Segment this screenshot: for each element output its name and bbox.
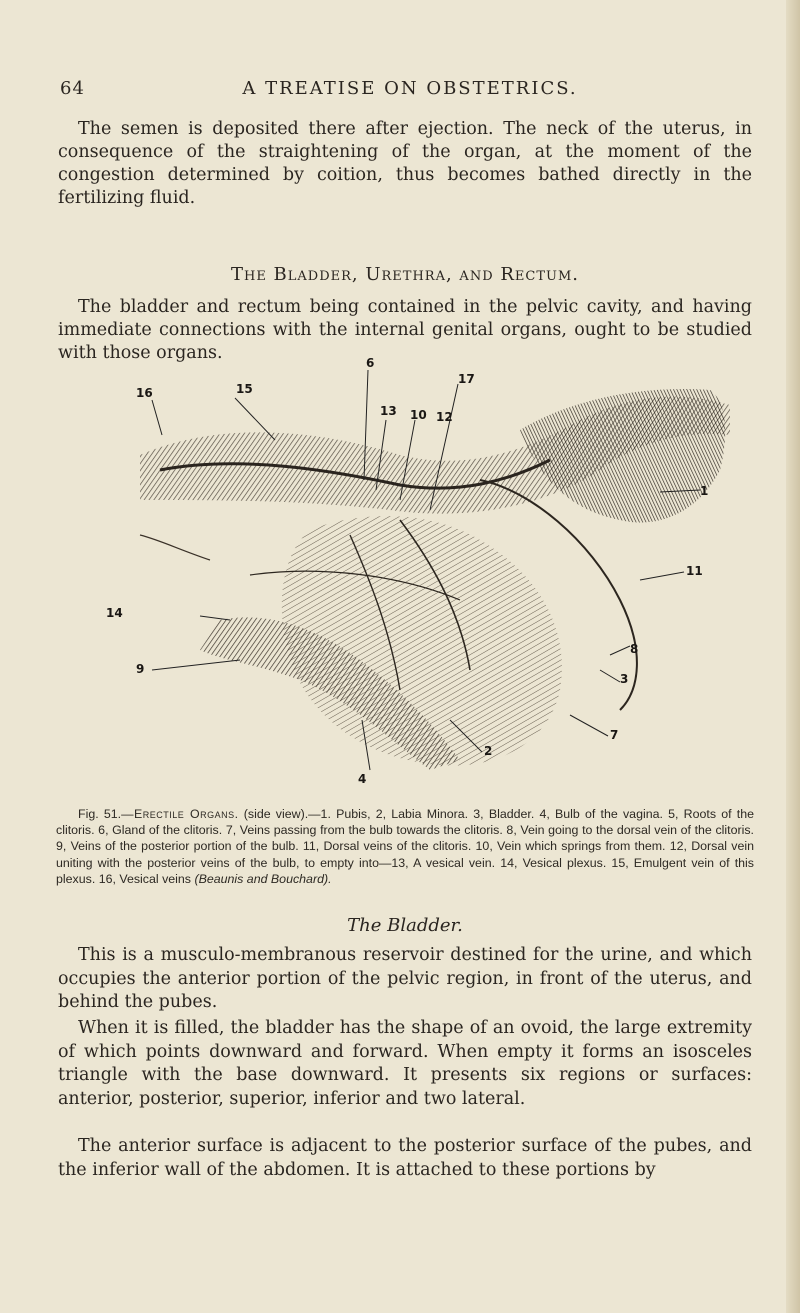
paragraph-bladder-definition: This is a musculo-membranous reservoir destined for the urine, and which occupies the anterior portion of the pelvic region, in front of the uterus, and behind the pubes. xyxy=(58,945,752,1013)
figure-caption xyxy=(56,806,754,887)
fig-label-11: 11 xyxy=(686,564,703,578)
fig-label-12: 12 xyxy=(436,410,453,424)
caption-text: (side view).—1. Pubis, 2, Labia Minora. 3, Bladder. 4, Bulb of the vagina. 5, Roots of the clitoris. 6, Gland of the clitoris. 7, Veins passing from the bulb towards the clitoris. 8, Vein going to the dorsal vein of the clitoris. 9, Veins of the posterior portion of the bulb. 11, Dorsal veins of the clitoris. 10, Vein which springs from them. 12, Dorsal vein uniting with the posterior veins of the bulb, to empty into—13, A vesical vein. 14, Vesical plexus. 15, Emulgent vein of this plexus. 16, Vesical veins xyxy=(56,807,754,886)
section-title: The Bladder, Urethra, and Rectum. xyxy=(230,264,579,285)
running-title: A TREATISE ON OBSTETRICS. xyxy=(242,78,578,99)
fig-label-17: 17 xyxy=(458,372,475,386)
caption-attribution: (Beaunis and Bouchard). xyxy=(194,871,332,886)
fig-label-16: 16 xyxy=(136,386,153,400)
fig-label-10: 10 xyxy=(410,408,427,422)
fig-label-1: 1 xyxy=(700,484,709,498)
caption-fig-number: Fig. 51. xyxy=(78,807,122,821)
paragraph-anterior-surface: The anterior surface is adjacent to the posterior surface of the pubes, and the inferior wall of the abdomen. It is attached to these portions by xyxy=(58,1136,752,1180)
erectile-organs-illustration xyxy=(100,360,740,800)
paragraph-bladder-shape: When it is filled, the bladder has the shape of an ovoid, the large extremity of which points downward and forward. When empty it forms an isosceles triangle with the base downward. It presents six regions or surfaces: anterior, posterior, superior, inferior and two lateral. xyxy=(58,1018,752,1109)
fig-label-4: 4 xyxy=(358,772,367,786)
fig-label-13: 13 xyxy=(380,404,397,418)
fig-label-7: 7 xyxy=(610,728,619,742)
caption-heading: —Erectile Organs. xyxy=(121,807,239,821)
paragraph-bladder-rectum: The bladder and rectum being contained in the pelvic cavity, and having immediate connections with the internal genital organs, ought to be studied with those organs. xyxy=(58,297,752,363)
fig-label-9: 9 xyxy=(136,662,145,676)
fig-label-6: 6 xyxy=(366,356,375,370)
fig-label-3: 3 xyxy=(620,672,629,686)
paragraph-semen: The semen is deposited there after ejection. The neck of the uterus, in consequence of the straightening of the organ, at the moment of the congestion determined by coition, thus becomes bathed directly in the fertilizing fluid. xyxy=(58,119,752,208)
anatomical-figure xyxy=(100,356,740,800)
subheading-bladder: The Bladder. xyxy=(347,915,463,936)
fig-label-8: 8 xyxy=(630,642,639,656)
page-edge xyxy=(786,0,800,1313)
fig-label-14: 14 xyxy=(106,606,123,620)
fig-label-15: 15 xyxy=(236,382,253,396)
running-head xyxy=(60,78,760,106)
fig-label-2: 2 xyxy=(484,744,493,758)
page-number: 64 xyxy=(60,78,85,99)
